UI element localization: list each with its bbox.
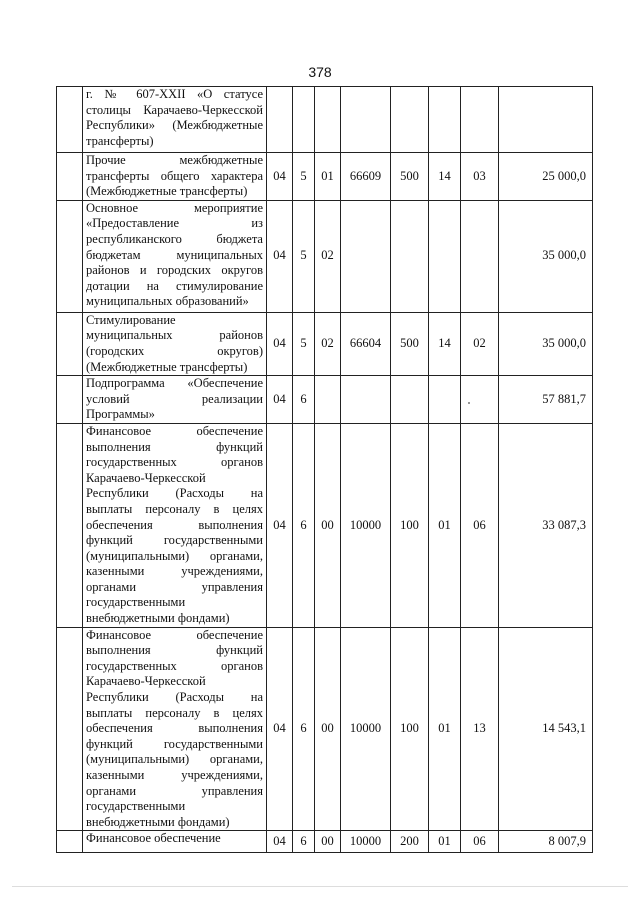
code-cell-c7: 02 bbox=[461, 312, 499, 375]
code-cell-c4: 10000 bbox=[341, 831, 391, 853]
code-cell-c6: 01 bbox=[429, 423, 461, 627]
code-cell-c3: 01 bbox=[315, 153, 341, 201]
code-cell-c1 bbox=[267, 87, 293, 153]
row-margin-cell bbox=[57, 153, 83, 201]
item-name-cell: Подпрограмма «Обеспечение условий реализации Программы» bbox=[83, 376, 267, 424]
code-cell-c1: 04 bbox=[267, 200, 293, 312]
code-cell-c1: 04 bbox=[267, 831, 293, 853]
code-cell-c7: 03 bbox=[461, 153, 499, 201]
code-cell-c7: 13 bbox=[461, 627, 499, 831]
table-row bbox=[57, 376, 593, 424]
table-row bbox=[57, 200, 593, 312]
amount-cell: 14 543,1 bbox=[499, 627, 593, 831]
item-name-cell: Основное мероприятие «Предоставление из республиканского бюджета бюджетам муниципальных районов и городских округов дотации на стимулирование муниципальных образований» bbox=[83, 200, 267, 312]
code-cell-c3: 00 bbox=[315, 627, 341, 831]
code-cell-c6: 01 bbox=[429, 627, 461, 831]
amount-cell bbox=[499, 87, 593, 153]
code-cell-c2 bbox=[293, 87, 315, 153]
row-margin-cell bbox=[57, 200, 83, 312]
code-cell-c4: 10000 bbox=[341, 423, 391, 627]
code-cell-c6 bbox=[429, 376, 461, 424]
code-cell-c3: 00 bbox=[315, 423, 341, 627]
row-margin-cell bbox=[57, 423, 83, 627]
code-cell-c5 bbox=[391, 376, 429, 424]
table-row bbox=[57, 627, 593, 831]
code-cell-c3 bbox=[315, 376, 341, 424]
code-cell-c2: 6 bbox=[293, 376, 315, 424]
code-cell-c2: 5 bbox=[293, 153, 315, 201]
code-cell-c5: 200 bbox=[391, 831, 429, 853]
scan-edge bbox=[12, 886, 628, 887]
code-cell-c4: 66604 bbox=[341, 312, 391, 375]
code-cell-c6: 14 bbox=[429, 312, 461, 375]
table-row bbox=[57, 831, 593, 853]
code-cell-c7: 06 bbox=[461, 423, 499, 627]
table-row bbox=[57, 423, 593, 627]
code-cell-c2: 6 bbox=[293, 627, 315, 831]
code-cell-c5: 500 bbox=[391, 312, 429, 375]
code-cell-c7 bbox=[461, 376, 499, 424]
item-name-cell: Финансовое обеспечение bbox=[83, 831, 267, 853]
amount-cell: 57 881,7 bbox=[499, 376, 593, 424]
code-cell-c6 bbox=[429, 87, 461, 153]
page-number: 378 bbox=[308, 64, 332, 80]
code-cell-c6: 01 bbox=[429, 831, 461, 853]
budget-table bbox=[56, 86, 593, 853]
code-cell-c2: 5 bbox=[293, 312, 315, 375]
code-cell-c1: 04 bbox=[267, 423, 293, 627]
code-cell-c3: 02 bbox=[315, 200, 341, 312]
table-row bbox=[57, 87, 593, 153]
row-margin-cell bbox=[57, 312, 83, 375]
code-cell-c4: 10000 bbox=[341, 627, 391, 831]
code-cell-c1: 04 bbox=[267, 627, 293, 831]
code-cell-c1: 04 bbox=[267, 312, 293, 375]
item-name-cell: г. № 607-XXII «О статусе столицы Карачаево-Черкесской Республики» (Межбюджетные трансферты) bbox=[83, 87, 267, 153]
item-name-cell: Финансовое обеспечение выполнения функций государственных органов Карачаево-Черкесской Республики (Расходы на выплаты персоналу в целях обеспечения выполнения функций государственными (муниципальными) органами, казенными учреждениями, органами управления государственными внебюджетными фондами) bbox=[83, 627, 267, 831]
code-cell-c3: 02 bbox=[315, 312, 341, 375]
amount-cell: 8 007,9 bbox=[499, 831, 593, 853]
table-row bbox=[57, 312, 593, 375]
budget-table-body bbox=[57, 87, 593, 853]
code-cell-c2: 5 bbox=[293, 200, 315, 312]
code-cell-c5 bbox=[391, 87, 429, 153]
amount-cell: 33 087,3 bbox=[499, 423, 593, 627]
table-row bbox=[57, 153, 593, 201]
row-margin-cell bbox=[57, 627, 83, 831]
code-cell-c6: 14 bbox=[429, 153, 461, 201]
code-cell-c7: 06 bbox=[461, 831, 499, 853]
code-cell-c5 bbox=[391, 200, 429, 312]
code-cell-c6 bbox=[429, 200, 461, 312]
code-cell-c5: 500 bbox=[391, 153, 429, 201]
code-cell-c4 bbox=[341, 87, 391, 153]
code-cell-c5: 100 bbox=[391, 627, 429, 831]
code-cell-c3 bbox=[315, 87, 341, 153]
code-cell-c4: 66609 bbox=[341, 153, 391, 201]
row-margin-cell bbox=[57, 831, 83, 853]
code-cell-c1: 04 bbox=[267, 376, 293, 424]
code-cell-c2: 6 bbox=[293, 831, 315, 853]
code-cell-c7 bbox=[461, 200, 499, 312]
row-margin-cell bbox=[57, 376, 83, 424]
amount-cell: 35 000,0 bbox=[499, 312, 593, 375]
item-name-cell: Прочие межбюджетные трансферты общего характера (Межбюджетные трансферты) bbox=[83, 153, 267, 201]
item-name-cell: Стимулирование муниципальных районов (городских округов) (Межбюджетные трансферты) bbox=[83, 312, 267, 375]
row-margin-cell bbox=[57, 87, 83, 153]
code-cell-c5: 100 bbox=[391, 423, 429, 627]
scan-speck bbox=[468, 402, 470, 404]
amount-cell: 35 000,0 bbox=[499, 200, 593, 312]
code-cell-c4 bbox=[341, 376, 391, 424]
code-cell-c3: 00 bbox=[315, 831, 341, 853]
item-name-cell: Финансовое обеспечение выполнения функций государственных органов Карачаево-Черкесской Республики (Расходы на выплаты персоналу в целях обеспечения выполнения функций государственными (муниципальными) органами, казенными учреждениями, органами управления государственными внебюджетными фондами) bbox=[83, 423, 267, 627]
code-cell-c1: 04 bbox=[267, 153, 293, 201]
amount-cell: 25 000,0 bbox=[499, 153, 593, 201]
code-cell-c7 bbox=[461, 87, 499, 153]
code-cell-c2: 6 bbox=[293, 423, 315, 627]
code-cell-c4 bbox=[341, 200, 391, 312]
